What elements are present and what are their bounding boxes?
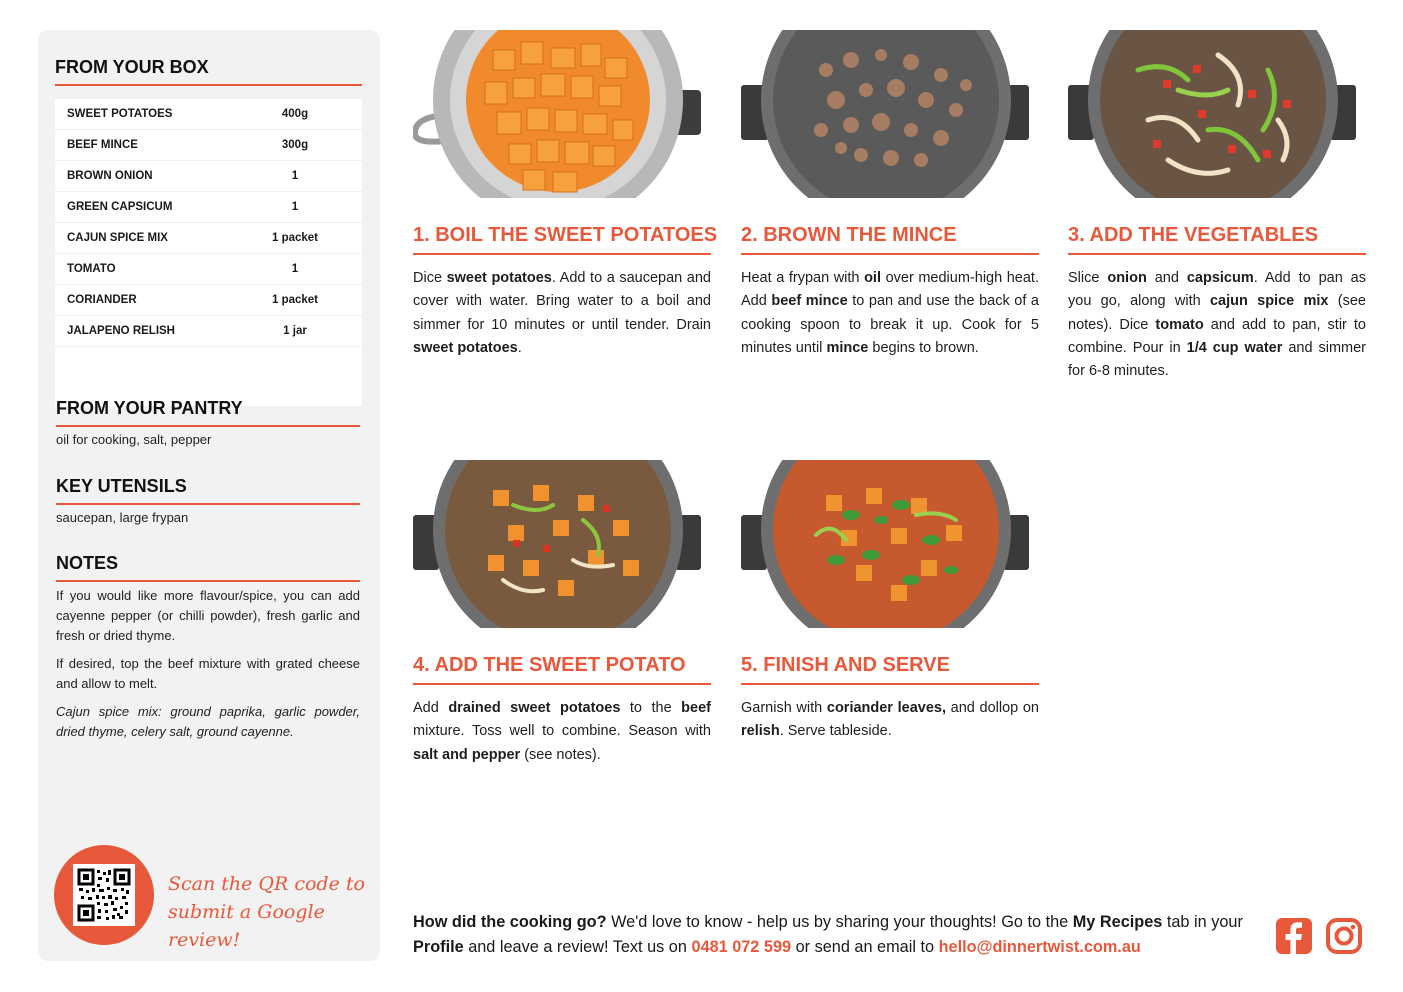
ingredient-quantity: 300g [281,139,309,151]
ingredient-quantity: 1 jar [283,325,307,337]
ingredient-row [55,192,362,223]
pantry-text: oil for cooking, salt, pepper [56,432,212,447]
ingredient-name: BEEF MINCE [67,139,138,151]
browning-mince-pan-photo [741,30,1029,198]
ingredient-row [55,254,362,285]
utensils-text: saucepan, large frypan [56,510,189,525]
ingredient-quantity: 1 [291,263,299,275]
step-1-body: Dice sweet potatoes. Add to a saucepan and cover with water. Bring water to a boil and simmer for 10 minutes or until tender. Drain sweet potatoes. [413,270,711,356]
sweet-potato-mixture-pan-photo [413,460,701,628]
ingredient-row [55,223,362,254]
feedback-footer [413,910,1263,960]
note-paragraph: If desired, top the beef mixture with grated cheese and allow to melt. [56,656,360,691]
phone-link[interactable]: 0481 072 599 [691,938,792,956]
qr-caption-line: submit a Google review! [168,901,325,951]
note-cajun-spice: Cajun spice mix: ground paprika, garlic powder, dried thyme, celery salt, ground cayenne. [56,704,360,739]
ingredient-row [55,130,362,161]
ingredient-quantity: 1 [291,201,299,213]
ingredient-name: TOMATO [67,263,116,275]
from-your-box-heading: FROM YOUR BOX [55,57,362,86]
step-5-body: Garnish with coriander leaves, and dollop on relish. Serve tableside. [741,700,1039,740]
ingredient-name: SWEET POTATOES [67,108,173,120]
footer-text: and leave a review! Text us on [463,938,692,956]
qr-code-icon[interactable] [73,864,135,926]
step-1-title: 1. BOIL THE SWEET POTATOES [413,224,711,255]
facebook-icon[interactable] [1275,917,1313,955]
footer-question: How did the cooking go? [413,913,607,931]
step-5-title: 5. FINISH AND SERVE [741,654,1039,685]
ingredient-row [55,316,362,347]
notes-heading: NOTES [56,553,360,582]
ingredient-name: CAJUN SPICE MIX [67,232,168,244]
ingredient-quantity: 400g [281,108,309,120]
vegetables-in-pan-photo [1068,30,1356,198]
footer-text: We'd love to know - help us by sharing your thoughts! Go to the [606,913,1073,931]
from-your-pantry-heading: FROM YOUR PANTRY [56,398,360,427]
step-4-body: Add drained sweet potatoes to the beef mixture. Toss well to combine. Season with salt and pepper (see notes). [413,700,711,763]
footer-text: or send an email to [791,938,939,956]
ingredient-name: CORIANDER [67,294,137,306]
qr-review-caption [168,870,368,954]
ingredient-name: GREEN CAPSICUM [67,201,173,213]
step-3-title: 3. ADD THE VEGETABLES [1068,224,1366,255]
sweet-potatoes-colander-photo [413,30,701,198]
note-paragraph: If you would like more flavour/spice, you can add cayenne pepper (or chilli powder), fresh garlic and fresh or dried thyme. [56,588,360,643]
step-2-body: Heat a frypan with oil over medium-high heat. Add beef mince to pan and use the back of a cooking spoon to break it up. Cook for 5 minutes until mince begins to brown. [741,270,1039,356]
notes-body [56,586,360,750]
step-3-body: Slice onion and capsicum. Add to pan as you go, along with cajun spice mix (see notes). Dice tomato and add to pan, stir to combine. Pour in 1/4 cup water and simmer for 6-8 minutes. [1068,270,1366,380]
ingredient-row [55,99,362,130]
profile-label: Profile [413,938,464,956]
ingredients-table [55,99,362,406]
ingredient-quantity: 1 [291,170,299,182]
qr-caption-line: Scan the QR code to [168,873,365,895]
step-4-title: 4. ADD THE SWEET POTATO [413,654,711,685]
my-recipes-label: My Recipes [1072,913,1163,931]
ingredient-name: BROWN ONION [67,170,153,182]
ingredient-quantity: 1 packet [271,294,319,306]
ingredient-name: JALAPENO RELISH [67,325,175,337]
sidebar-panel [38,30,380,961]
key-utensils-heading: KEY UTENSILS [56,476,360,505]
email-link[interactable]: hello@dinnertwist.com.au [938,938,1141,956]
instagram-icon[interactable] [1325,917,1363,955]
ingredient-row [55,161,362,192]
footer-text: tab in your [1162,913,1243,931]
ingredient-quantity: 1 packet [271,232,319,244]
qr-code-badge[interactable] [54,845,154,945]
ingredient-row [55,285,362,316]
finished-dish-pan-photo [741,460,1029,628]
step-2-title: 2. BROWN THE MINCE [741,224,1039,255]
